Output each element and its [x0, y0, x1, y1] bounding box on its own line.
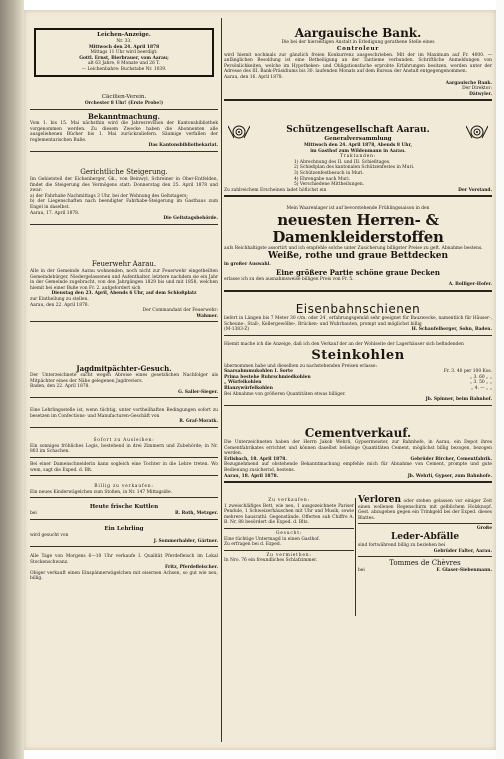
- coal-notice: [224, 342, 492, 408]
- gardener-notice: [30, 526, 218, 549]
- lodging-body: Ein sonniges fröhliches Logis, bestehend in drei Zimmern und Zubehörde; in Nr. 803 im Schachen.: [30, 443, 218, 455]
- auction-title: Gerichtliche Steigerung.: [80, 168, 168, 176]
- shooting-agenda-title: Traktanden:: [339, 154, 377, 160]
- caecilien-line: Orchester 8 Uhr! (Erste Probe!): [84, 101, 164, 106]
- horsemeat-notice: [30, 554, 218, 582]
- fabrics-intro: Mein Waarenlager ist auf bevorstehende Frühlingssaison in den: [286, 206, 430, 211]
- cement-title: Cementverkauf.: [304, 426, 412, 440]
- coal-item-name: Blanzywürfelkohlen: [224, 385, 273, 391]
- maid-note: Zu erfragen bei d. Exped.: [224, 542, 282, 548]
- auction-item-b: b) der Liegenschaften nach beendigter Fahrhabe-Steigerung im Gasthaus zum Engel in daselbst.: [30, 199, 218, 210]
- leather-title: Leder-Abfälle: [390, 531, 460, 542]
- death-notice-title: Leichen-Anzeige.: [97, 32, 151, 38]
- caecilien-notice: [30, 94, 218, 112]
- library-title: Bekanntmachung.: [88, 112, 160, 121]
- tripe-sign: R. Roth, Metzger.: [174, 511, 218, 516]
- small-ads: [224, 495, 492, 618]
- right-column: [224, 10, 492, 750]
- agenda-item: 1) Abrechnung des II. und III. Schießtages.: [294, 159, 391, 165]
- gardener-title: Ein Lehrling: [104, 526, 144, 532]
- left-column: [30, 10, 218, 750]
- firebrigade-title: Feuerwehr Aarau.: [91, 260, 157, 268]
- fabrics-notice: [224, 206, 492, 294]
- coal-item-price: „ 3. 50 „ „: [469, 380, 492, 386]
- fabrics-headline: neuesten Herren- & Damenkleiderstoffen: [272, 210, 444, 246]
- bank-title: Aargauische Bank.: [294, 26, 422, 40]
- auction-item-a: a) der Fahrhabe Nachmittags 3 Uhr, bei der Wohnung des Geltstagers;: [30, 193, 188, 199]
- shooting-title: Schützengesellschaft Aarau.: [286, 125, 430, 135]
- auction-notice: [30, 168, 218, 227]
- coal-item-name: Prima bestehe Ruhrschmiedkohlen: [224, 374, 311, 380]
- auction-sign: Die Geltstagsbehörde.: [163, 216, 218, 222]
- gardener-body: wird gesucht von: [30, 533, 69, 538]
- grey-blankets-price: erlasse ich zu den ausnahmsweise billigen Preis von Fr. 5.: [224, 276, 354, 282]
- forsale-title: Zu verkaufen:: [268, 498, 310, 503]
- auction-body: Im Gebietsteil der Eichenberger, Gk., von Beinwyl, Schreiner in Ober-Entfelden, findet die Steigerung des Vermögens statt: Donnerstag den 25. April 1878 und zwar:: [30, 177, 218, 194]
- book-spine: [0, 0, 24, 759]
- rent-title: Zu vermiethen:: [266, 552, 312, 558]
- agenda-item: 4) Ehrengabe nach Muri.: [294, 176, 351, 182]
- shooting-sign: Der Vorstand.: [458, 187, 492, 193]
- fabrics-sign: A. Bolliger-Hofer.: [448, 282, 492, 288]
- forsale-body: 1 zweischläfiges Bett, wie neu, 1 ausgezeichnete Pariser Pendule, 1 Schweizerhäuschen mit Uhr und Musik, sowie mehrere hausrathl. Gegenstände. Offerten sub Chiffre A. B. Nr. 88 besördert die Exped. d. Blts.: [224, 503, 354, 526]
- library-body: Vom 1. bis 15. Mai nächsthin wird die Jahresrevision der Kantonsbibliothek vorgenommen werden. Zu diesem Zwecke haben die Abonnenten alle ausgeliehenen Bücher bis 1. Mai zurückzuliefern. Säumige verfallen der reglementarischen Buße.: [30, 121, 218, 143]
- target-icon: [228, 124, 250, 140]
- lodging-title: Sofort zu Ausleihen:: [93, 438, 155, 443]
- death-notice-date: Mittwoch den 24. April 1878: [88, 44, 160, 50]
- hunting-title: Jagdmitpächter-Gesuch.: [76, 364, 172, 373]
- gardener-sign: J. Sommerhalder, Gärtner.: [153, 538, 218, 544]
- newspaper-page: [24, 10, 496, 750]
- bank-sign1: Aargauische Bank.: [445, 80, 492, 86]
- firebrigade-notice: [30, 260, 218, 324]
- rails-code: (M-1383-Z): [224, 327, 250, 333]
- cheese-title: Tommes de Chèvres: [389, 559, 461, 568]
- horsemeat-body: Alle Tage von Morgens 6—10 Uhr verkaufe I. Qualität Pferdefleisch im Lokal Stockenschwanz.: [30, 554, 218, 565]
- lost-title: Verloren: [358, 495, 402, 505]
- target-icon-right: [466, 124, 488, 140]
- coal-item-price: „ 3. 60 „ „: [469, 374, 492, 380]
- page-edge: [496, 0, 504, 759]
- apprentice-notice: [30, 408, 218, 430]
- auction-date: Aarau, 17. April 1878.: [30, 210, 80, 216]
- caecilien-title: Cäcilien-Verein.: [101, 94, 147, 100]
- rails-notice: [224, 302, 492, 338]
- agenda-item: 3) Schützenfestbesuch in Muri.: [294, 170, 364, 176]
- library-notice: [30, 112, 218, 154]
- seamstress-notice: [30, 462, 218, 478]
- pram-body: Ein neues Kinderwägelchen zum Stoßen, in Nr. 147 Mittagsiße.: [30, 489, 173, 495]
- blankets-headline: Weiße, rothe und graue Bettdecken: [267, 251, 449, 262]
- bank-line1: Die bei der hierseitigen Anstalt in Erledigung gerathene Stelle eines: [281, 40, 435, 45]
- lodging-notice: [30, 438, 218, 460]
- hunting-body: Der Unterzeichnete sucht wegen Abreise eines gesetzlichen Nachfolger als Mitpächter eines der Nähe gelegenen Jagdreviers.: [30, 373, 218, 384]
- hunting-date: Baden, den 22. April 1878.: [30, 384, 90, 390]
- cheese-by: bei: [358, 568, 365, 574]
- pram-title: Billig zu verkaufen:: [94, 484, 154, 489]
- bank-notice: [224, 26, 492, 103]
- horsemeat-sign: Fritz, Pferdefleischer.: [165, 565, 218, 571]
- firebrigade-after: zur Eintheilung zu stellen.: [30, 296, 89, 302]
- cement-sign2: Jb. Wehrli, Gypser, zum Bahnhofe.: [407, 473, 492, 479]
- column-divider: [221, 18, 222, 742]
- maid-title: Gesucht:: [275, 530, 303, 536]
- library-sign: Das Kantonsbibliothekariat.: [148, 143, 218, 149]
- bank-sign2: Der Direktor:: [462, 86, 492, 92]
- leather-sign: Gebrüder Falter, Aarau.: [433, 548, 492, 554]
- fabrics-body: aufs Reichhaltigste assortirt und ich empfehle solche unter Zusicherung billigster Preise zu geft. Abnahme bestens.: [224, 245, 483, 251]
- cement-date: Erlisbach, 18. April 1878.: [224, 456, 287, 462]
- death-notice-bier: — Leichenbahre: Buchstabe Nr. 1039.: [81, 66, 167, 72]
- blankets-sub: in großer Auswahl.: [224, 262, 271, 268]
- rails-body: liefert in Längen bis 7 Meter 30 c/m. oder 24′, erfahrungsgemäß sehr geeignet für Bauzwecke, namentlich für Häuser-, Scheune-, Stall-, Kellergewölbe-, Brücken- und Wuhrbauten, prompt und möglichst billig: [224, 316, 492, 327]
- coal-body: übernommen habe und dieselben zu nachstehenden Preisen erlasse:: [224, 363, 377, 369]
- coal-item-name: Saarsahmmukohlen I. Sorte: [224, 369, 293, 375]
- agenda-item: 2) Schießplan des kantonalen Schützenfestes in Muri.: [294, 165, 415, 171]
- cement-body: Die Unterzeichneten haben der Herrn Jakob Wehrli, Gypsermeister, zur Bahnhofe, in Aarau, ein Depot ihres Cementfabrikates errichtet und können daselbst beliebige Quantitäten Cement, möglichst billig bezogen, bezogen werden.: [224, 440, 492, 457]
- cheese-sign: F. Glaser-Siebenmann.: [436, 568, 492, 574]
- grey-blankets-headline: Eine größere Partie schöne graue Decken: [276, 267, 440, 277]
- cement-date2: Aarau, 18. April 1878.: [224, 473, 279, 479]
- firebrigade-role: Der Commandant der Feuerwehr:: [142, 308, 218, 314]
- death-notice: [30, 28, 218, 77]
- firebrigade-body: Alle in der Gemeinde Aarau wohnenden, noch nicht zur Feuerwehr eingetheilten Gemeindebürger, Niedergelassenen und Aufenthalter, letztere nachdem sie ein Jahr in der Gemeinde zugebracht, von den Jahrgängen 1829 bis und mit 1858, welchen hiemit bei einer Buße von Fr. 2. aufgefordert sich: [30, 269, 218, 291]
- coal-item-price: Fr. 3. 40 per 100 Kos.: [443, 369, 492, 375]
- bank-date: Aarau, den 16. April 1878.: [224, 74, 283, 80]
- death-notice-name: Gottl. Ernst, Bierbrauer, vom Aarau;: [79, 55, 169, 61]
- death-notice-age: alt 63 Jahre, 8 Monate und 26 T.: [88, 61, 160, 67]
- hunting-notice: [30, 364, 218, 400]
- bank-subtitle: Controleur: [336, 45, 380, 52]
- cement-note: Bezugnehmend auf obstehende Bekanntmachung empfehle mich für Abnahme von Cement, prompte und gute Bedienung zusichernd, bestens.: [224, 462, 492, 473]
- shooting-notice: [224, 124, 492, 199]
- cement-notice: [224, 426, 492, 485]
- carriage-body: Obiger verkauft einen Einspännerwägelchen mit eisernen Achsen, so gut wie neu, billig.: [30, 570, 218, 582]
- pram-notice: [30, 484, 218, 500]
- coal-item-name: „ Würfelkohlen: [224, 380, 262, 386]
- shooting-subtitle: Generalversammlung: [324, 136, 392, 142]
- rails-title: Eisenbahnschienen: [295, 302, 421, 316]
- bank-body: wird hiemit nochmals zur gänzlich freien Konkurrenz ausgeschrieben. Mit der im Maximum auf Fr. 4000. — anfänglichen Besoldung ist eine Betheiligung an der Tantieme verbunden. Schriftliche Anmeldungen von Persönlichkeiten, welche im Hypotheken- und Obligationsfache erprobte Erfahrungen besitzen, werden unter der Adresse des III. Bank-Präsidiums bis 30. laufenden Monats auf dem Bureau der Anstalt entgegengenommen.: [224, 52, 492, 75]
- seamstress-body: Bei einer Damenschneiderin kann sogleich eine Tochter in die Lehre treten. Wo wem, sagt die Exped. d. Blt.: [30, 462, 218, 473]
- coal-item-price: „ 4. — „ „: [471, 385, 492, 391]
- lost-body: oder stehen gelassen vor einiger Zeit einen wollenen Regenschirm mit gelblichem Holzknopf. Gest. abzugeben gegen ein Trinkgeld bei der Exped. dieses Blattes.: [358, 499, 492, 521]
- apprentice-sign: R. Graf-Moratk.: [179, 419, 218, 425]
- death-notice-time: Mittags 11 Uhr wird beerdigt:: [90, 50, 158, 56]
- firebrigade-date: Aarau, den 22. April 1878.: [30, 302, 89, 308]
- shooting-where: im Gasthof zum Wildenmann in Aarau.: [310, 148, 406, 154]
- leather-body: sind fortwährend billig zu beziehen bei: [358, 542, 446, 548]
- coal-sign: Jb. Spinner, beim Bahnhof.: [425, 397, 492, 403]
- death-notice-number: Nr. 33.: [116, 39, 132, 44]
- coal-foot: Bei Abnahme von größeren Quantitäten etwas billiger.: [224, 391, 346, 397]
- tripe-by: bei: [30, 511, 37, 516]
- hunting-sign: G. Saller-Sieger.: [178, 389, 218, 395]
- cement-sign: Gebrüder Bircher, Cementfabrik.: [410, 456, 492, 462]
- apprentice-body: Eine Lehrlingsstelle ist, wenn tüchtig, unter vortheilhaften Bedingungen sofort zu besetzen im Confections- und Manufacturen-Geschäft von: [30, 408, 218, 419]
- shooting-when: Mittwoch den 24. April 1878, Abends 8 Uhr,: [303, 143, 413, 148]
- rent-body: In Nro. 76 ein freundliches Schlafzimmer.: [224, 558, 318, 564]
- agenda-item: 5) Verschiedene Mittheilungen.: [294, 182, 365, 188]
- maid-body: Eine tüchtige Untermagd in einen Gasthof.: [224, 536, 320, 542]
- firebrigade-when: Dienstag den 23. April, Abends 6 Uhr, auf dem Schloßplatz: [51, 291, 197, 297]
- shooting-foot: Zu zahlreichem Erscheinen ladet höflichst ein: [224, 187, 327, 193]
- tripe-title: Heute frische Kuttlen: [89, 504, 159, 510]
- coal-intro: Hiemit mache ich die Anzeige, daß ich den Verkauf der an der Wohlseite der Lagerhäuser sich befindenden: [224, 342, 464, 347]
- leather-pre: Große: [476, 526, 492, 532]
- coal-title: Steinkohlen: [311, 347, 405, 363]
- bank-sign3: Dätwyler.: [469, 91, 492, 97]
- firebrigade-sign: Wahmer.: [196, 313, 218, 319]
- tripe-notice: [30, 504, 218, 522]
- rails-sign: H. Schaufelberger, Sohn, Baden.: [411, 327, 492, 333]
